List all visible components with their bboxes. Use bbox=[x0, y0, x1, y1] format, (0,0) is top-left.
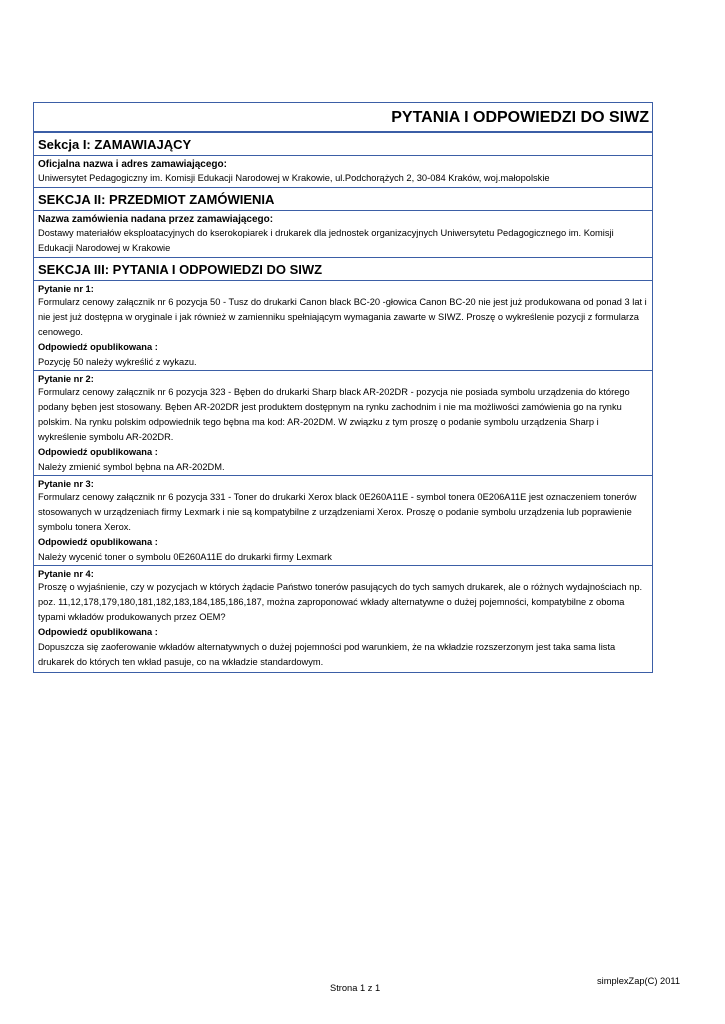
answer-text: Należy zmienić symbol bębna na AR-202DM. bbox=[38, 462, 225, 472]
question-label: Pytanie nr 4: bbox=[38, 569, 94, 579]
question-text: Formularz cenowy załącznik nr 6 pozycja 323 - Bęben do drukarki Sharp black AR-202DR - pozycja nie posiada symbolu urządzenia do którego podany bęben jest stosowany. Bęben AR-202DR jest produktem dostępnym na rynku zachodnim i nie ma możliwości zamówienia go na rynku polskim. Na rynku polskim odpowiednik tego bębna ma kod: AR-202DM. W związku z tym proszę o podanie symbolu urządzenia Sharp i wykreślenie symbolu AR-202DR. bbox=[38, 387, 630, 442]
question-label: Pytanie nr 3: bbox=[38, 479, 94, 489]
section3-heading: SEKCJA III: PYTANIA I ODPOWIEDZI DO SIWZ bbox=[34, 258, 652, 281]
answer-label: Odpowiedź opublikowana : bbox=[38, 627, 158, 637]
document-frame bbox=[33, 102, 653, 673]
question-text: Formularz cenowy załącznik nr 6 pozycja 50 - Tusz do drukarki Canon black BC-20 -głowica Canon BC-20 nie jest już produkowana od ponad 3 lat i nie jest już dostępna w oryginale i jak również w zamienniku spełniającym wymagania zawarte w SIWZ. Proszę o wykreślenie pozycji z formularza cenowego. bbox=[38, 297, 647, 337]
question-text: Formularz cenowy załącznik nr 6 pozycja 331 - Toner do drukarki Xerox black 0E260A11E - symbol tonera 0E206A11E jest oznaczeniem tonerów stosowanych w urządzeniach firmy Lexmark i nie są kompatybilne z urządzeniami Xerox. Proszę o podanie symbolu urządzenia lub poprawienie symbolu tonera Xerox. bbox=[38, 492, 637, 532]
section1-value: Uniwersytet Pedagogiczny im. Komisji Edukacji Narodowej w Krakowie, ul.Podchorążych 2, 30-084 Kraków, woj.małopolskie bbox=[38, 173, 550, 183]
question-label: Pytanie nr 1: bbox=[38, 284, 94, 294]
answer-label: Odpowiedź opublikowana : bbox=[38, 342, 158, 352]
footer-brand: simplexZap(C) 2011 bbox=[597, 976, 681, 986]
question-block-4 bbox=[34, 566, 652, 672]
section1-label: Oficjalna nazwa i adres zamawiającego: bbox=[38, 159, 227, 170]
question-label: Pytanie nr 2: bbox=[38, 374, 94, 384]
answer-text: Dopuszcza się zaoferowanie wkładów alternatywnych o dużej pojemności pod warunkiem, że na wkładzie rozszerzonym jest taka sama lista drukarek do których ten wkład pasuje, co na wkładzie standardowym. bbox=[38, 642, 616, 667]
answer-label: Odpowiedź opublikowana : bbox=[38, 447, 158, 457]
answer-label: Odpowiedź opublikowana : bbox=[38, 537, 158, 547]
section1-heading: Sekcja I: ZAMAWIAJĄCY bbox=[34, 133, 652, 156]
section1-block bbox=[34, 156, 652, 188]
page-title: PYTANIA I ODPOWIEDZI DO SIWZ bbox=[34, 103, 652, 133]
question-block-3 bbox=[34, 476, 652, 566]
section2-block bbox=[34, 211, 652, 258]
question-text: Proszę o wyjaśnienie, czy w pozycjach w których żądacie Państwo tonerów pasujących do tych samych drukarek, ale o różnych wydajnościach np. poz. 11,12,178,179,180,181,182,183,184,185,186,187, można zaproponować wkłady alternatywne o dużej pojemności, kompatybilne z oboma typami wkładów produkowanych przez OEM? bbox=[38, 582, 643, 622]
page-number: Strona 1 z 1 bbox=[330, 983, 381, 993]
section2-heading: SEKCJA II: PRZEDMIOT ZAMÓWIENIA bbox=[34, 188, 652, 211]
answer-text: Należy wycenić toner o symbolu 0E260A11E do drukarki firmy Lexmark bbox=[38, 552, 332, 562]
section2-label: Nazwa zamówienia nadana przez zamawiającego: bbox=[38, 214, 274, 225]
answer-text: Pozycję 50 należy wykreślić z wykazu. bbox=[38, 357, 197, 367]
question-block-1 bbox=[34, 281, 652, 371]
question-block-2 bbox=[34, 371, 652, 476]
section2-value: Dostawy materiałów eksploatacyjnych do kserokopiarek i drukarek dla jednostek organizacyjnych Uniwersytetu Pedagogicznego im. Komisji Edukacji Narodowej w Krakowie bbox=[38, 228, 614, 253]
